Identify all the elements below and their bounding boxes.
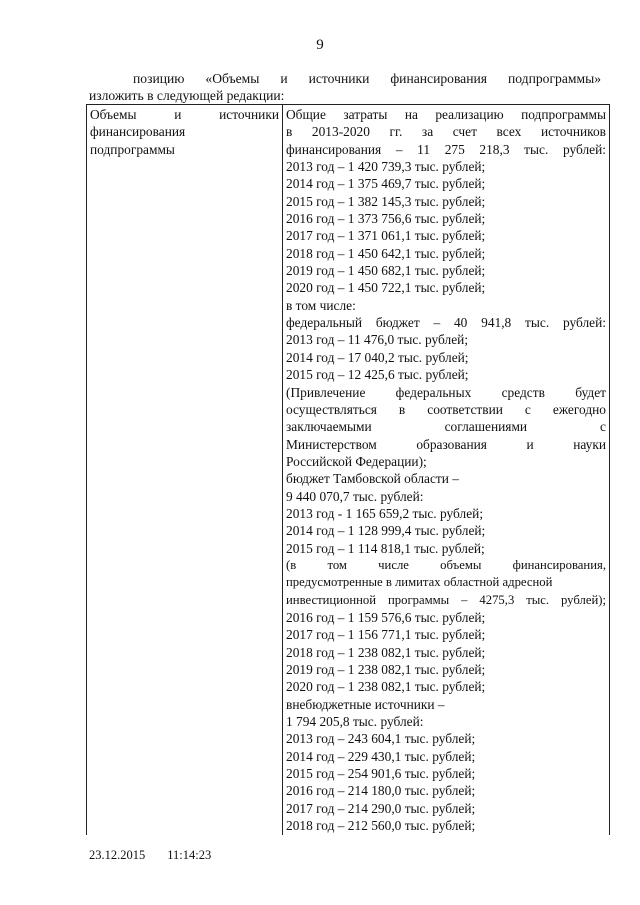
right-line: федеральный бюджет – 40 941,8 тыс. рублей: — [286, 315, 606, 331]
right-line: 2015 год – 1 114 818,1 тыс. рублей; — [286, 540, 485, 556]
left-line: подпрограммы — [90, 141, 175, 157]
right-line: 2013 год – 243 604,1 тыс. рублей; — [286, 731, 476, 747]
left-cell — [87, 105, 283, 836]
right-line: в том числе: — [286, 297, 356, 313]
right-line: 2013 год – 11 476,0 тыс. рублей; — [286, 332, 469, 348]
right-line: 2013 год – 1 420 739,3 тыс. рублей; — [286, 159, 486, 175]
left-line: Объемы и источники — [90, 107, 279, 122]
right-line: 2016 год – 1 159 576,6 тыс. рублей; — [286, 609, 486, 625]
right-line: 2016 год – 1 373 756,6 тыс. рублей; — [286, 211, 486, 227]
right-line: внебюджетные источники – — [286, 696, 445, 712]
right-line: заключаемыми соглашениями с — [286, 419, 606, 435]
table-row — [87, 105, 610, 836]
right-line: инвестиционной программы – 4275,3 тыс. рублей); — [286, 592, 606, 607]
right-line: 2017 год – 1 156 771,1 тыс. рублей; — [286, 627, 486, 643]
funding-table — [86, 104, 610, 835]
right-line: (Привлечение федеральных средств будет — [286, 384, 606, 400]
right-line: 2019 год – 1 450 682,1 тыс. рублей; — [286, 263, 486, 279]
right-line: 9 440 070,7 тыс. рублей: — [286, 488, 424, 504]
left-line: финансирования — [90, 124, 186, 140]
right-line: Общие затраты на реализацию подпрограммы — [286, 107, 606, 122]
footer-time: 11:14:23 — [167, 848, 212, 862]
right-line: 2017 год – 1 371 061,1 тыс. рублей; — [286, 228, 486, 244]
right-line: 2014 год – 1 375 469,7 тыс. рублей; — [286, 176, 486, 192]
right-line: 2018 год – 1 450 642,1 тыс. рублей; — [286, 245, 486, 261]
footer-timestamp — [89, 848, 211, 863]
right-line: 2015 год – 12 425,6 тыс. рублей; — [286, 367, 469, 383]
right-line: 2014 год – 1 128 999,4 тыс. рублей; — [286, 523, 486, 539]
right-line: 2013 год - 1 165 659,2 тыс. рублей; — [286, 505, 484, 521]
right-line: 2015 год – 1 382 145,3 тыс. рублей; — [286, 193, 486, 209]
right-line: 2019 год – 1 238 082,1 тыс. рублей; — [286, 662, 486, 677]
intro-paragraph — [89, 70, 601, 104]
intro-line-1: позицию «Объемы и источники финансирования подпрограммы» — [133, 71, 601, 86]
right-line: 2018 год – 212 560,0 тыс. рублей; — [286, 818, 476, 834]
right-line: 2014 год – 229 430,1 тыс. рублей; — [286, 748, 476, 764]
right-line: Министерством образования и науки — [286, 436, 606, 452]
right-line: 1 794 205,8 тыс. рублей: — [286, 714, 424, 730]
right-line: 2014 год – 17 040,2 тыс. рублей; — [286, 349, 469, 365]
right-line: финансирования – 11 275 218,3 тыс. рублей: — [286, 141, 606, 157]
right-line: осуществляться в соответствии с ежегодно — [286, 401, 606, 417]
footer-date: 23.12.2015 — [89, 848, 146, 862]
right-line: 2016 год – 214 180,0 тыс. рублей; — [286, 783, 476, 799]
right-line: бюджет Тамбовской области – — [286, 471, 459, 487]
right-line: 2017 год – 214 290,0 тыс. рублей; — [286, 800, 476, 816]
right-line: 2020 год – 1 238 082,1 тыс. рублей; — [286, 679, 486, 695]
intro-line-2: изложить в следующей редакции: — [89, 88, 285, 103]
right-line: предусмотренные в лимитах областной адресной — [286, 575, 553, 590]
right-cell — [283, 105, 610, 836]
right-line: Российской Федерации); — [286, 453, 427, 469]
right-line: в 2013-2020 гг. за счет всех источников — [286, 124, 606, 140]
right-line: 2015 год – 254 901,6 тыс. рублей; — [286, 766, 476, 782]
right-line: 2020 год – 1 450 722,1 тыс. рублей; — [286, 280, 486, 296]
page-number: 9 — [316, 37, 324, 53]
right-line: (в том числе объемы финансирования, — [286, 557, 606, 572]
right-line: 2018 год – 1 238 082,1 тыс. рублей; — [286, 644, 486, 660]
